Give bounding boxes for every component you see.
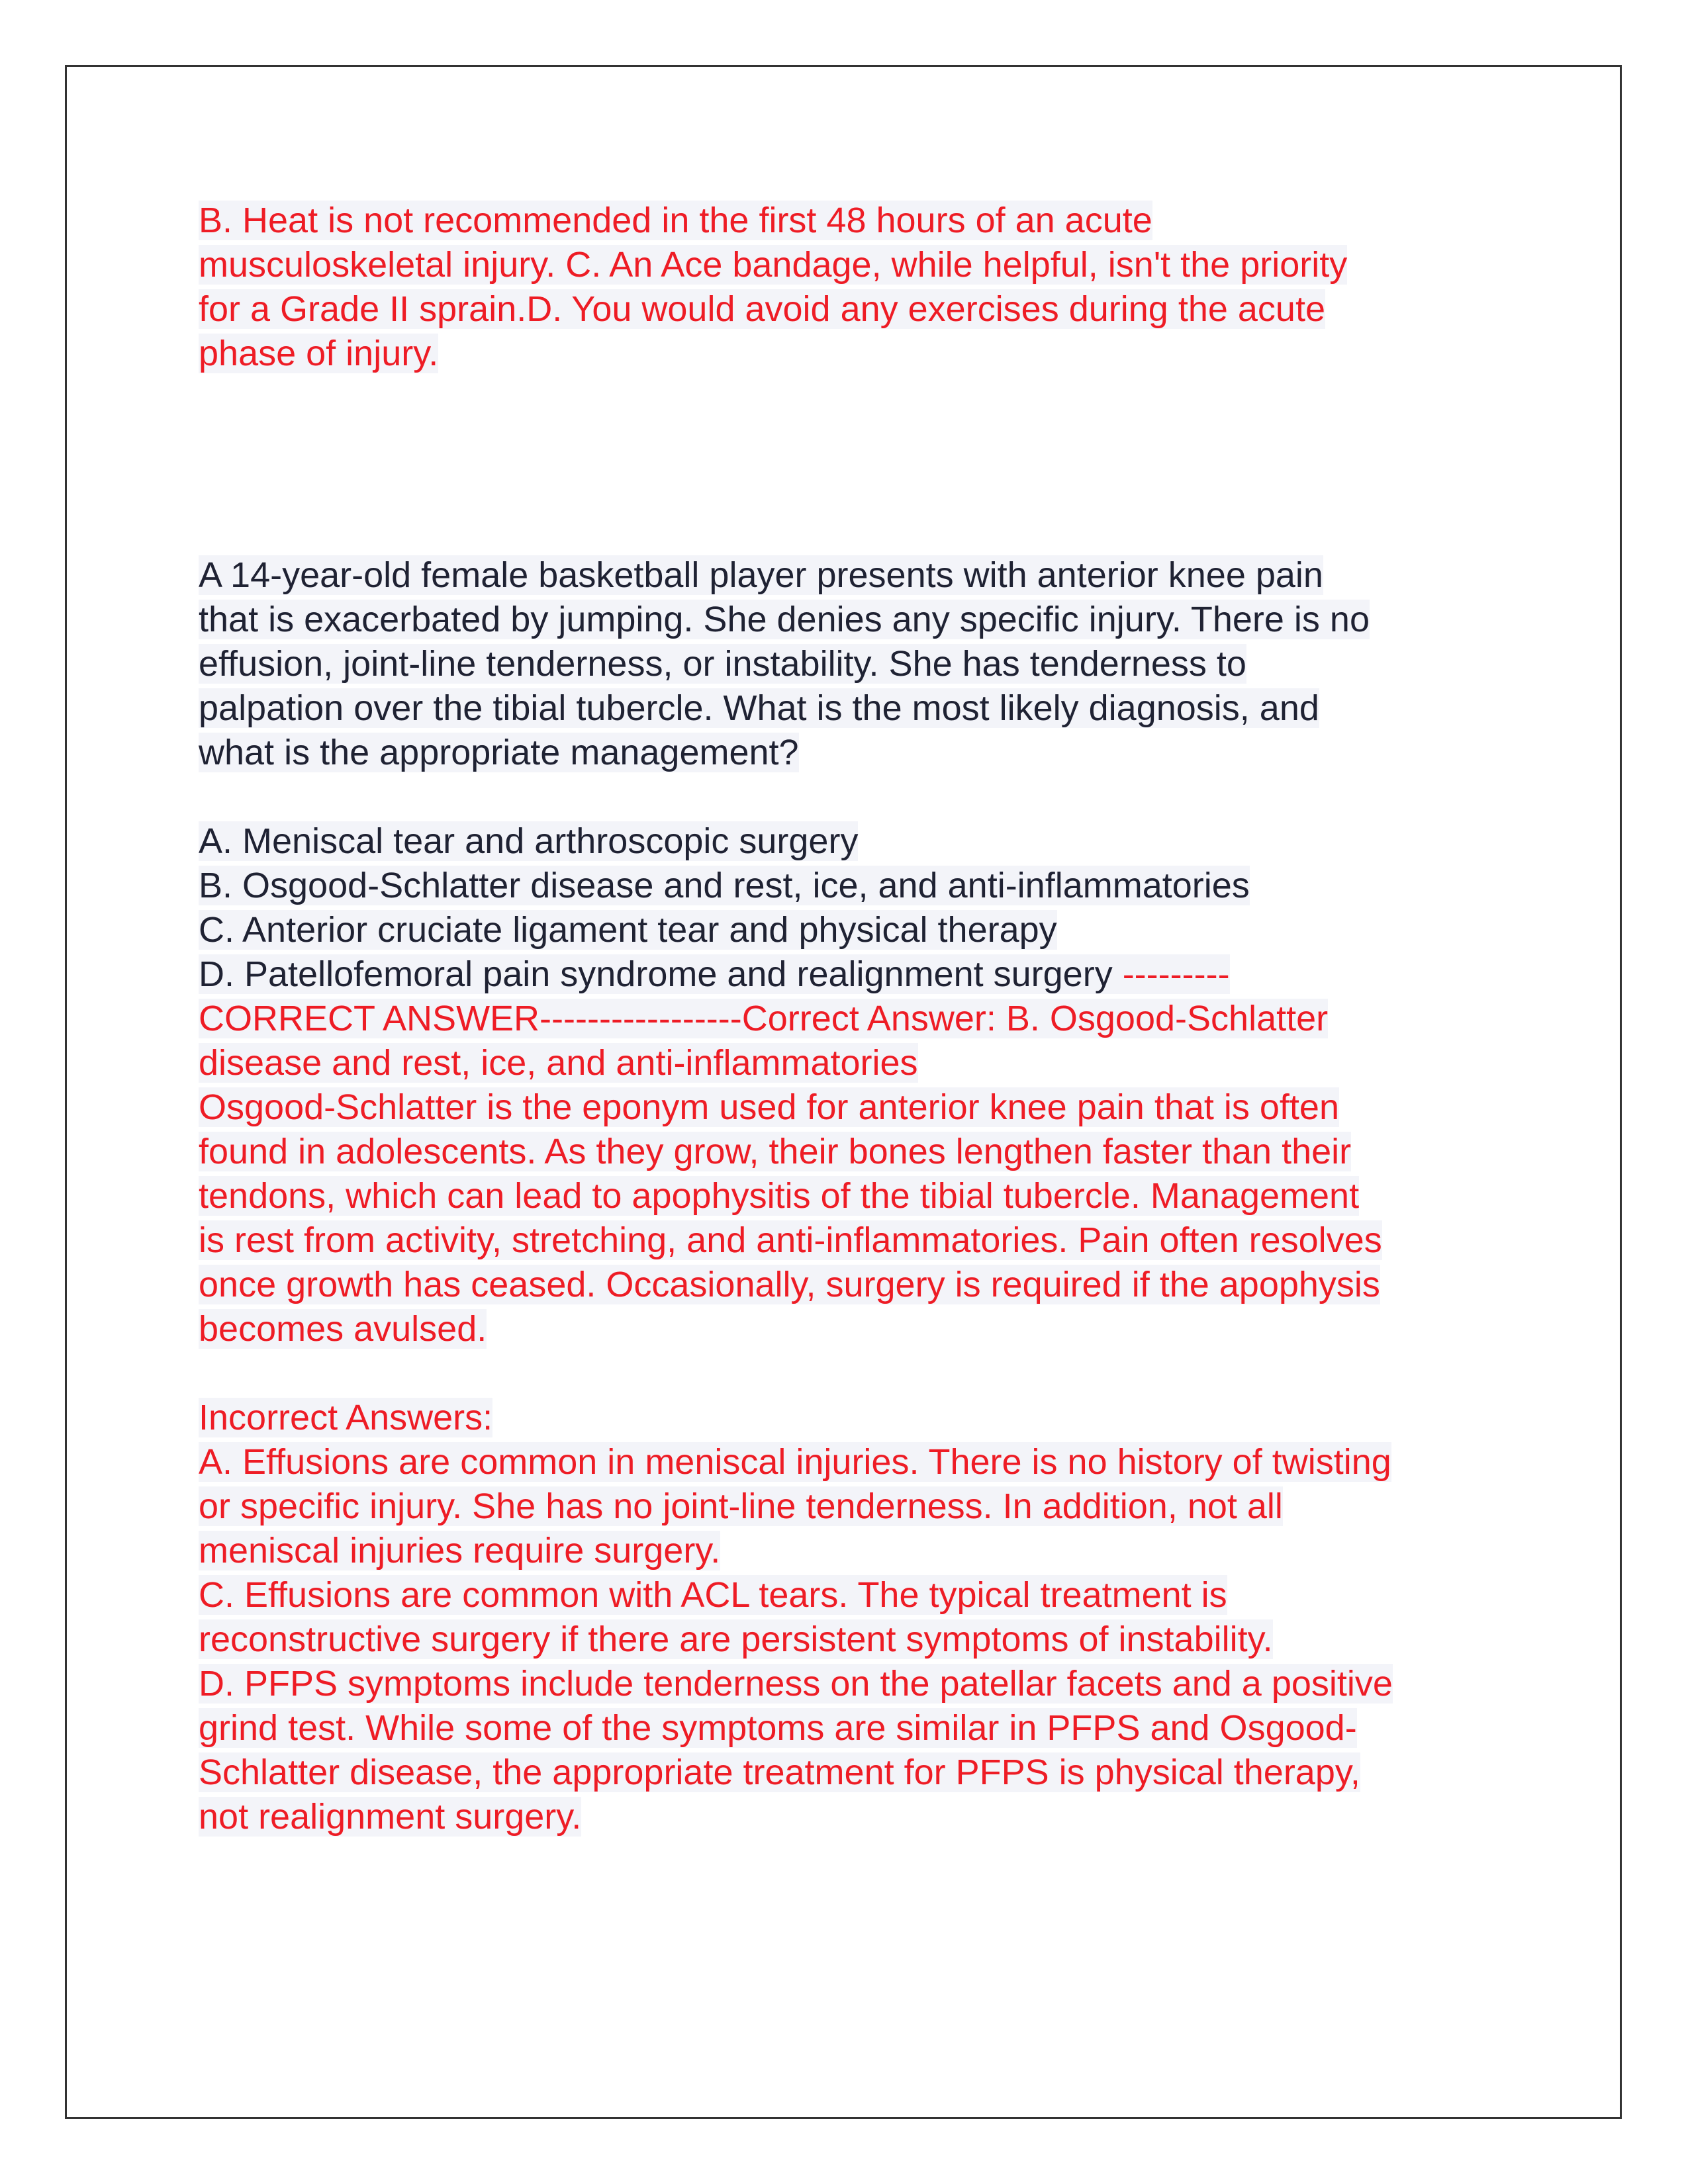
text-line: B. Heat is not recommended in the first 48 hours of an acute bbox=[199, 201, 1152, 240]
text-line: A 14-year-old female basketball player presents with anterior knee pain bbox=[199, 555, 1323, 595]
document-body bbox=[199, 199, 1496, 1839]
text-line: or specific injury. She has no joint-line tenderness. In addition, not all bbox=[199, 1486, 1283, 1526]
text-line: musculoskeletal injury. C. An Ace bandage, while helpful, isn't the priority bbox=[199, 245, 1348, 285]
option-c: C. Anterior cruciate ligament tear and physical therapy bbox=[199, 910, 1057, 950]
text-line: for a Grade II sprain.D. You would avoid any exercises during the acute bbox=[199, 289, 1326, 329]
previous-explanation bbox=[199, 199, 1496, 376]
incorrect-answers bbox=[199, 1396, 1496, 1839]
text-line: reconstructive surgery if there are persistent symptoms of instability. bbox=[199, 1619, 1273, 1659]
option-a: A. Meniscal tear and arthroscopic surgery bbox=[199, 821, 859, 861]
text-line: once growth has ceased. Occasionally, surgery is required if the apophysis bbox=[199, 1265, 1380, 1304]
text-line: Schlatter disease, the appropriate treatment for PFPS is physical therapy, bbox=[199, 1752, 1360, 1792]
option-d: D. Patellofemoral pain syndrome and realignment surgery --------- bbox=[199, 954, 1230, 994]
text-line: grind test. While some of the symptoms are similar in PFPS and Osgood- bbox=[199, 1708, 1357, 1748]
text-line: Osgood-Schlatter is the eponym used for anterior knee pain that is often bbox=[199, 1087, 1339, 1127]
question-stem bbox=[199, 553, 1496, 775]
text-line: tendons, which can lead to apophysitis of the tibial tubercle. Management bbox=[199, 1176, 1360, 1216]
text-line: A. Effusions are common in meniscal injuries. There is no history of twisting bbox=[199, 1442, 1391, 1482]
answer-options bbox=[199, 819, 1496, 997]
text-line: C. Effusions are common with ACL tears. The typical treatment is bbox=[199, 1575, 1227, 1615]
text-line: is rest from activity, stretching, and anti-inflammatories. Pain often resolves bbox=[199, 1220, 1382, 1260]
text-line: effusion, joint-line tenderness, or instability. She has tenderness to bbox=[199, 644, 1246, 684]
correct-answer-explanation bbox=[199, 997, 1496, 1351]
text-line: becomes avulsed. bbox=[199, 1309, 487, 1349]
text-line: CORRECT ANSWER-----------------Correct Answer: B. Osgood-Schlatter bbox=[199, 999, 1329, 1038]
option-d-dashes: --------- bbox=[1122, 954, 1230, 994]
incorrect-answers-heading: Incorrect Answers: bbox=[199, 1398, 493, 1437]
text-line: meniscal injuries require surgery. bbox=[199, 1531, 721, 1570]
text-line: not realignment surgery. bbox=[199, 1797, 582, 1837]
text-line: palpation over the tibial tubercle. What is the most likely diagnosis, and bbox=[199, 688, 1319, 728]
text-line: found in adolescents. As they grow, their bones lengthen faster than their bbox=[199, 1132, 1352, 1171]
text-line: that is exacerbated by jumping. She denies any specific injury. There is no bbox=[199, 600, 1370, 639]
text-line: what is the appropriate management? bbox=[199, 733, 799, 772]
text-line: phase of injury. bbox=[199, 334, 439, 373]
text-line: disease and rest, ice, and anti-inflammatories bbox=[199, 1043, 918, 1083]
option-b: B. Osgood-Schlatter disease and rest, ice, and anti-inflammatories bbox=[199, 866, 1250, 905]
text-line: D. PFPS symptoms include tenderness on the patellar facets and a positive bbox=[199, 1664, 1393, 1704]
